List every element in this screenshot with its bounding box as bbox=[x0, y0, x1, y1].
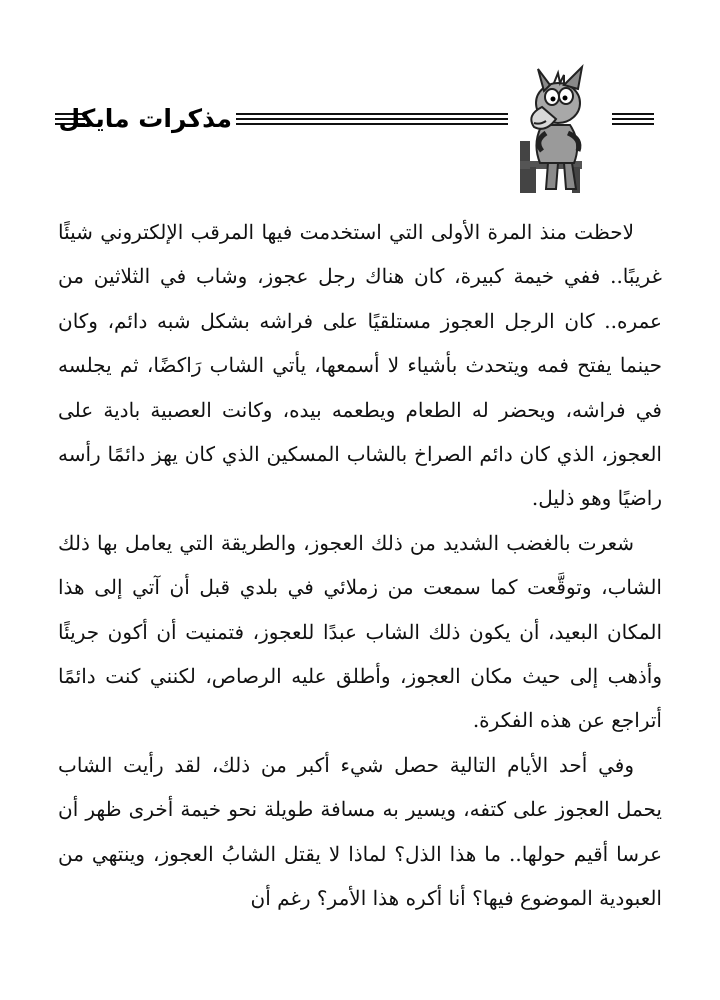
paragraph: شعرت بالغضب الشديد من ذلك العجوز، والطريقة التي يعامل بها ذلك الشاب، وتوقَّعت كما سمعت من زملائي في بلدي قبل أن آتي إلى هذا المكان البعيد، أن يكون ذلك الشاب عبدًا للعجوز، فتمنيت أن أكون جريئًا وأذهب إلى حيث مكان العجوز، وأطلق عليه الرصاص، لكنني كنت دائمًا أتراجع عن هذه الفكرة. bbox=[58, 530, 662, 733]
decorative-rule-middle bbox=[236, 113, 508, 125]
page-body-text bbox=[58, 210, 662, 921]
page-header bbox=[0, 55, 720, 205]
paragraph: لاحظت منذ المرة الأولى التي استخدمت فيها المرقب الإلكتروني شيئًا غريبًا.. ففي خيمة كبيرة، كان هناك رجل عجوز، وشاب في الثلاثين من عمره.. كان الرجل العجوز مستلقيًا على فراشه بشكل شبه دائم، وكان حينما يفتح فمه ويتحدث بأشياء لا أسمعها، يأتي الشاب رَاكضًا، ثم يجلسه في فراشه، ويحضر له الطعام ويطعمه بيده، وكانت العصبية بادية على العجوز، الذي كان دائم الصراخ بالشاب المسكين الذي كان يهز دائمًا رأسه راضيًا وهو ذليل. bbox=[58, 220, 662, 511]
running-head-title: مذكرات مايكل bbox=[58, 104, 232, 133]
decorative-rule-right bbox=[612, 113, 654, 125]
paragraph: وفي أحد الأيام التالية حصل شيء أكبر من ذلك، لقد رأيت الشاب يحمل العجوز على كتفه، ويسير به مسافة طويلة نحو خيمة أخرى ظهر أن عرسا أقيم حولها.. ما هذا الذل؟ لماذا لا يقتل الشابُ العجوز، وينتهي من العبودية الموضوع فيها؟ أنا أكره هذا الأمر؟ رغم أن bbox=[58, 752, 662, 911]
donkey-cartoon-icon bbox=[512, 63, 610, 197]
